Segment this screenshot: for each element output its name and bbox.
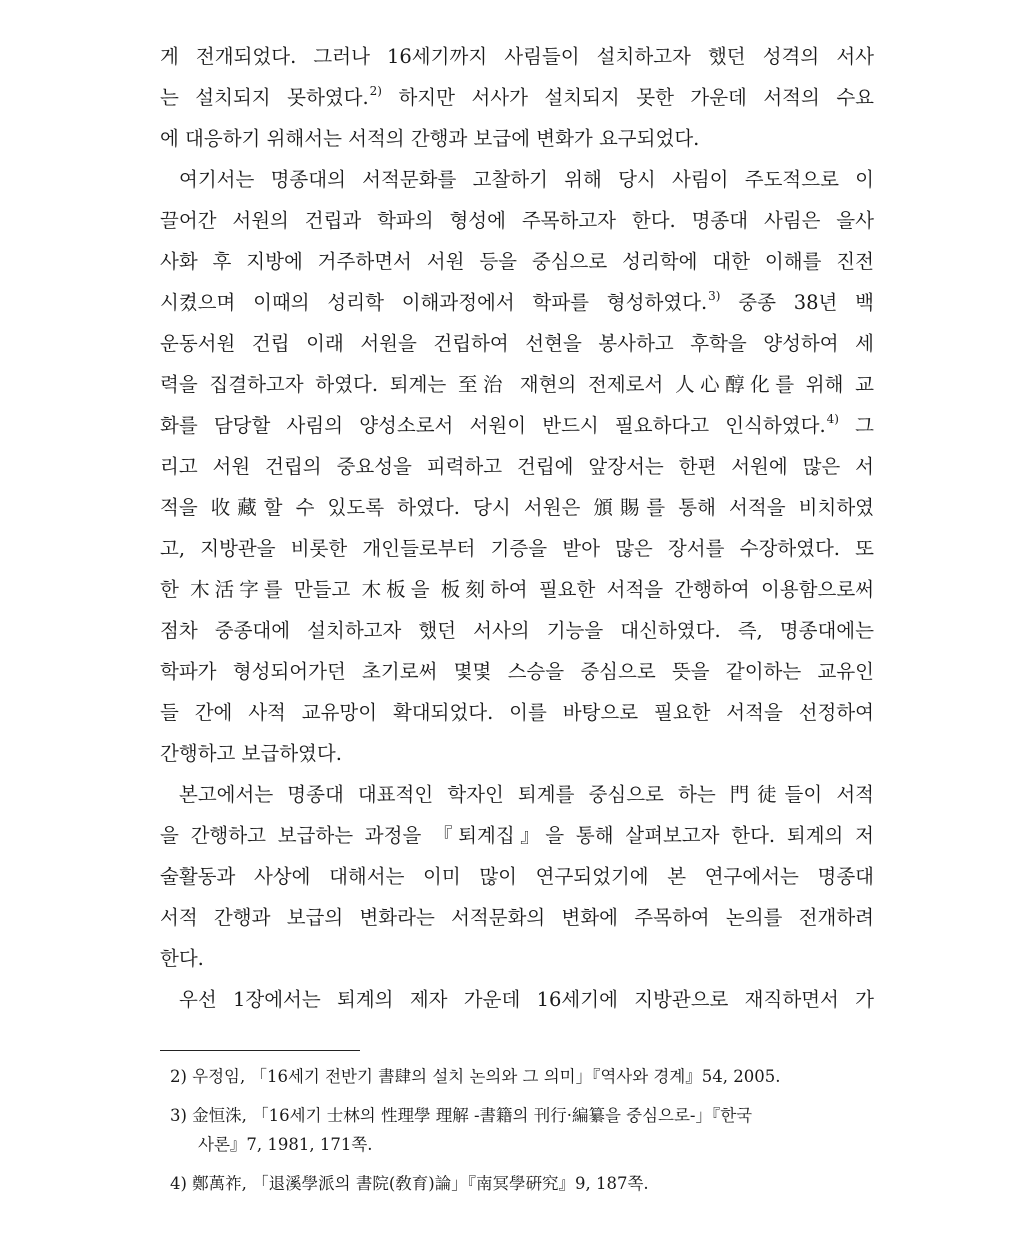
body-line-21: 술활동과 사상에 대해서는 이미 많이 연구되었기에 본 연구에서는 명종대	[160, 865, 874, 888]
body-line-18: 간행하고 보급하였다.	[160, 742, 342, 765]
footnote-separator	[160, 1050, 360, 1051]
body-line-9: 력을 집결하고자 하였다. 퇴계는 至治 재현의 전제로서 人心醇化를 위해 교	[160, 373, 874, 396]
body-line-11: 리고 서원 건립의 중요성을 피력하고 건립에 앞장서는 한편 서원에 많은 서	[160, 455, 874, 478]
footnote-3-continuation: 사론』7, 1981, 171쪽.	[198, 1135, 373, 1154]
footnote-ref-2[interactable]: 2)	[369, 84, 382, 98]
footnote-ref-3[interactable]: 3)	[708, 289, 721, 303]
body-line-14: 한 木活字를 만들고 木板을 板刻하여 필요한 서적을 간행하여 이용함으로써	[160, 578, 874, 601]
body-line-12: 적을 收藏할 수 있도록 하였다. 당시 서원은 頒賜를 통해 서적을 비치하였	[160, 496, 874, 519]
body-line-16: 학파가 형성되어가던 초기로써 몇몇 스승을 중심으로 뜻을 같이하는 교유인	[160, 660, 874, 683]
footnote-3: 3) 金恒洙, 「16세기 士林의 性理學 理解 -書籍의 刊行·編纂을 중심으로-」『한국	[170, 1106, 753, 1125]
body-line-23: 한다.	[160, 947, 204, 970]
body-line-13: 고, 지방관을 비롯한 개인들로부터 기증을 받아 많은 장서를 수장하였다. 또	[160, 537, 874, 560]
body-line-17: 들 간에 사적 교유망이 확대되었다. 이를 바탕으로 필요한 서적을 선정하여	[160, 701, 874, 724]
body-line-1: 게 전개되었다. 그러나 16세기까지 사림들이 설치하고자 했던 성격의 서사	[160, 45, 874, 68]
footnote-4: 4) 鄭萬祚, 「退溪學派의 書院(敎育)論」『南冥學硏究』9, 187쪽.	[170, 1174, 649, 1193]
body-line-5: 끌어간 서원의 건립과 학파의 형성에 주목하고자 한다. 명종대 사림은 을사	[160, 209, 874, 232]
body-line-8: 운동서원 건립 이래 서원을 건립하여 선현을 봉사하고 후학을 양성하여 세	[160, 332, 874, 355]
footnote-2: 2) 우정임, 「16세기 전반기 書肆의 설치 논의와 그 의미」『역사와 경계』54, 2005.	[170, 1067, 781, 1086]
body-line-3: 에 대응하기 위해서는 서적의 간행과 보급에 변화가 요구되었다.	[160, 127, 700, 150]
body-line-15: 점차 중종대에 설치하고자 했던 서사의 기능을 대신하였다. 즉, 명종대에는	[160, 619, 874, 642]
body-text	[160, 36, 874, 1020]
footnote-ref-4[interactable]: 4)	[826, 412, 839, 426]
body-line-2: 는 설치되지 못하였다.$^{2)}$ 하지만 서사가 설치되지 못한 가운데 서적의 수요	[160, 84, 874, 109]
body-line-19: 본고에서는 명종대 대표적인 학자인 퇴계를 중심으로 하는 門徒들이 서적	[179, 783, 874, 806]
body-line-22: 서적 간행과 보급의 변화라는 서적문화의 변화에 주목하여 논의를 전개하려	[160, 906, 874, 929]
body-line-4: 여기서는 명종대의 서적문화를 고찰하기 위해 당시 사림이 주도적으로 이	[179, 168, 874, 191]
body-line-7: 시켰으며 이때의 성리학 이해과정에서 학파를 형성하였다.$^{3)}$ 중종 38년 백	[160, 289, 874, 314]
footnotes	[170, 1062, 874, 1198]
body-line-6: 사화 후 지방에 거주하면서 서원 등을 중심으로 성리학에 대한 이해를 진전	[160, 250, 874, 273]
body-line-20: 을 간행하고 보급하는 과정을 『퇴계집』을 통해 살펴보고자 한다. 퇴계의 저	[160, 824, 874, 847]
body-line-10: 화를 담당할 사림의 양성소로서 서원이 반드시 필요하다고 인식하였다.$^{4)}$ 그	[160, 412, 874, 437]
body-line-24: 우선 1장에서는 퇴계의 제자 가운데 16세기에 지방관으로 재직하면서 가	[179, 988, 874, 1011]
